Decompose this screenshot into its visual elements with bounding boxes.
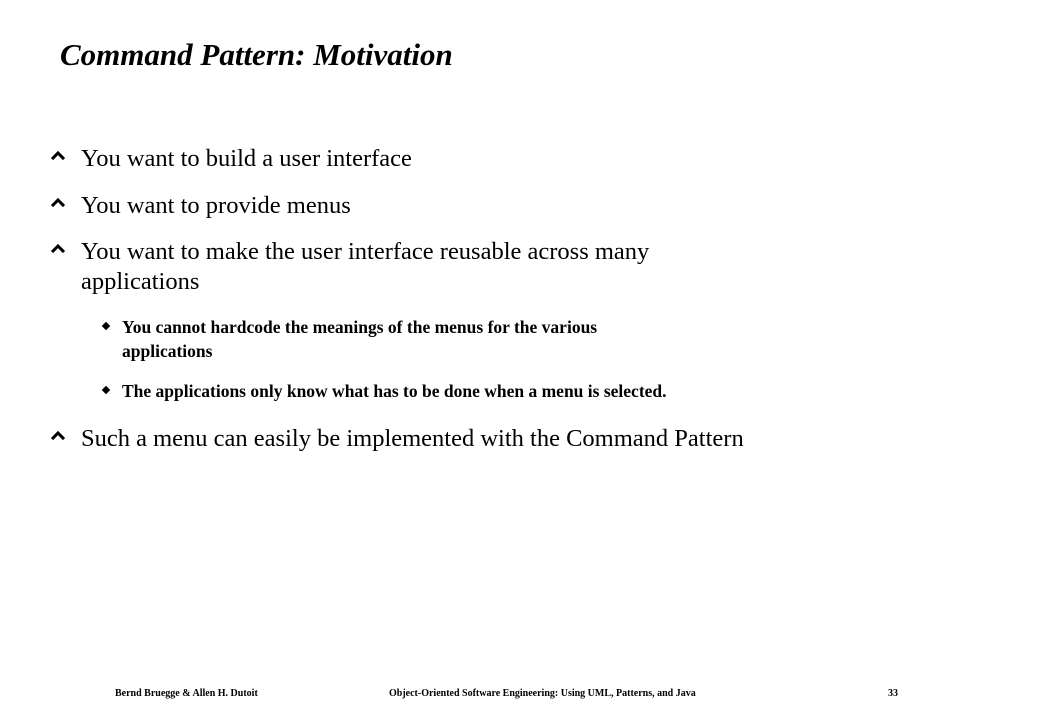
bullet-text: You want to build a user interface xyxy=(81,145,412,172)
bullet-item xyxy=(81,144,412,174)
hollow-diamond-bullet-icon xyxy=(51,151,65,165)
footer-authors: Bernd Bruegge & Allen H. Dutoit xyxy=(115,688,258,699)
diamond-bullet-icon xyxy=(102,322,110,330)
hollow-diamond-bullet-icon xyxy=(51,431,65,445)
sub-bullet-text-line: You cannot hardcode the meanings of the menus for the various xyxy=(122,317,598,337)
sub-bullet-item xyxy=(122,379,667,403)
bullet-item xyxy=(81,191,351,221)
bullet-item xyxy=(81,237,649,297)
sub-bullet-text-line: applications xyxy=(122,341,213,361)
footer-book-title: Object-Oriented Software Engineering: Using UML, Patterns, and Java xyxy=(389,688,696,699)
bullet-text-line: applications xyxy=(81,268,200,295)
hollow-diamond-bullet-icon xyxy=(51,244,65,258)
bullet-text: You want to provide menus xyxy=(81,192,351,219)
diamond-bullet-icon xyxy=(102,386,110,394)
bullet-item xyxy=(81,424,744,454)
footer-page-number: 33 xyxy=(888,688,898,699)
slide-title: Command Pattern: Motivation xyxy=(60,37,453,72)
sub-bullet-text: The applications only know what has to be done when a menu is selected. xyxy=(122,381,667,401)
bullet-text-line: You want to make the user interface reusable across many xyxy=(81,238,650,265)
hollow-diamond-bullet-icon xyxy=(51,198,65,212)
sub-bullet-item xyxy=(122,315,597,363)
bullet-text: Such a menu can easily be implemented with the Command Pattern xyxy=(81,425,744,452)
